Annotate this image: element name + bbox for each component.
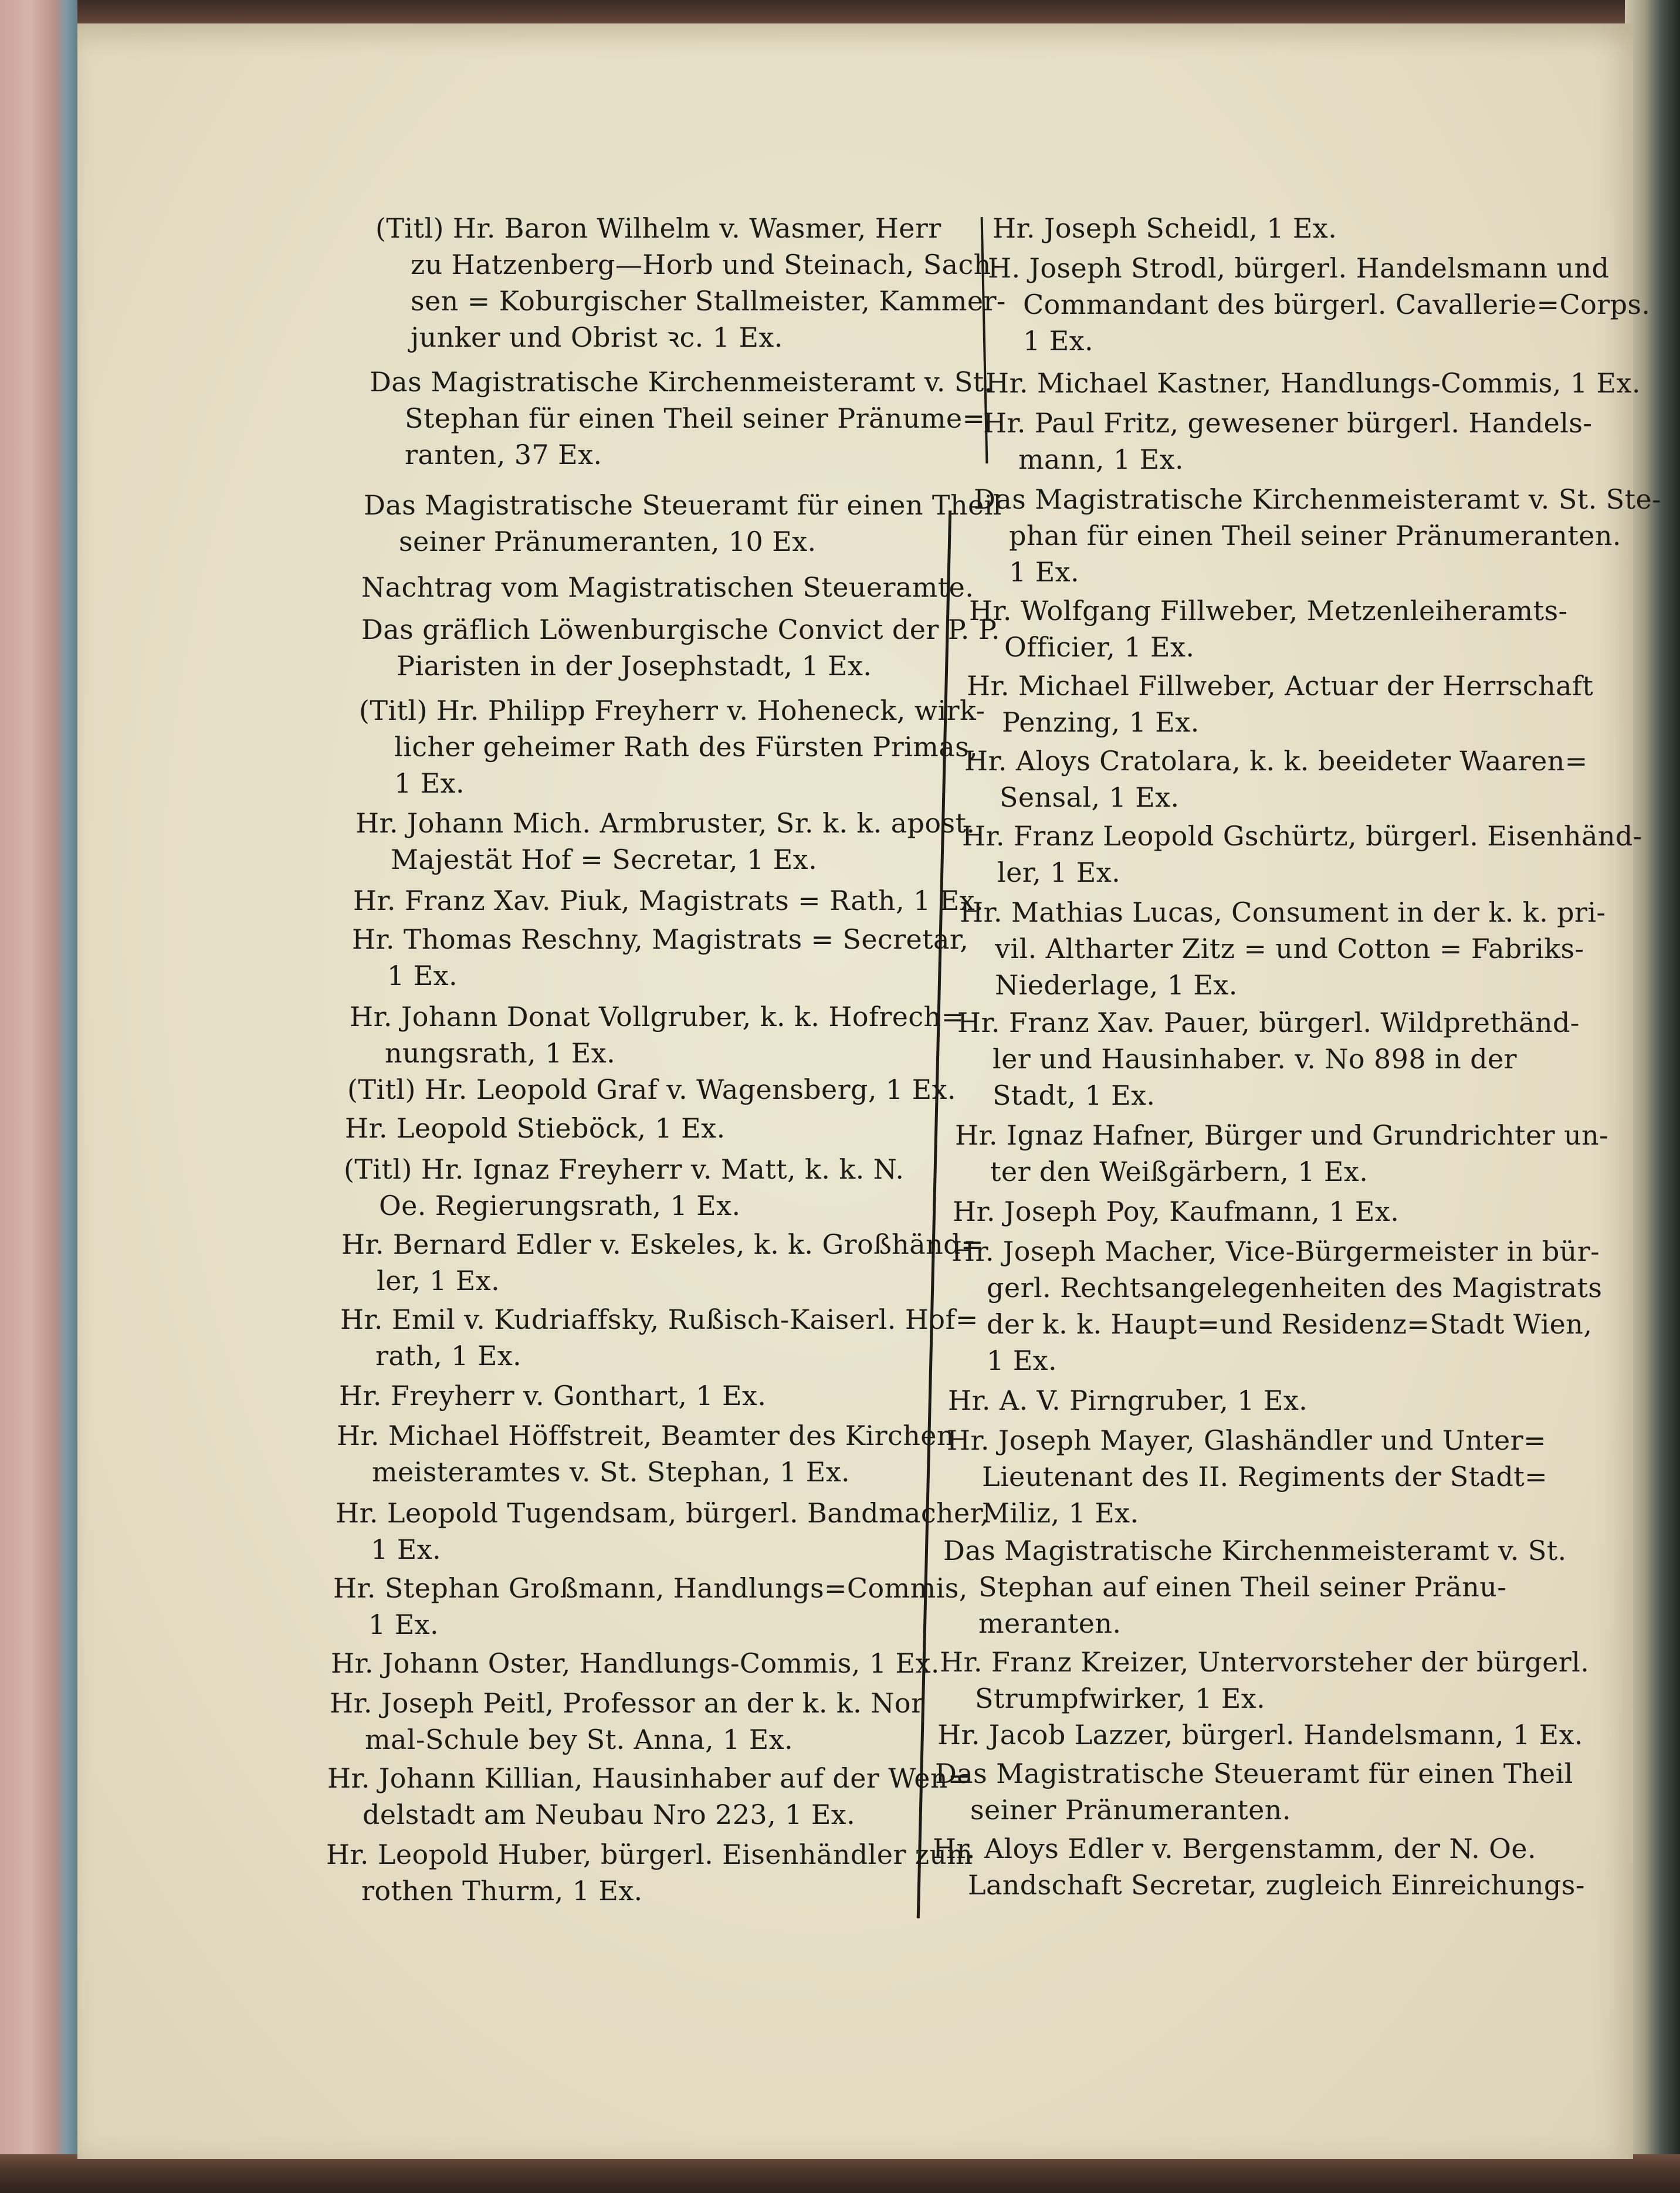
- list-item: [951, 1233, 1602, 1379]
- entry-line: Stadt, 1 Ex.: [993, 1079, 1156, 1111]
- entry-line: Hr. Johann Killian, Hausinhaber auf der Wen=: [327, 1762, 971, 1794]
- entry-line: 1 Ex.: [1009, 556, 1080, 588]
- entry-line: Miliz, 1 Ex.: [982, 1497, 1139, 1529]
- entry-line: Hr. Leopold Stieböck, 1 Ex.: [345, 1112, 726, 1144]
- entry-line: Das Magistratische Steueramt für einen Theil: [364, 489, 1002, 521]
- list-item: [333, 1570, 968, 1643]
- list-item: [326, 1836, 973, 1909]
- entry-line: Hr. Paul Fritz, gewesener bürgerl. Handels-: [983, 407, 1593, 439]
- entry-line: Das gräflich Löwenburgische Convict der P. P.: [361, 614, 1000, 645]
- entry-line: Majestät Hof = Secretar, 1 Ex.: [391, 844, 818, 875]
- book-bottom-edge: [0, 2154, 1680, 2193]
- entry-line: Hr. Joseph Mayer, Glashändler und Unter=: [947, 1424, 1546, 1456]
- entry-line: Hr. Emil v. Kudriaffsky, Rußisch-Kaiserl. Hof=: [340, 1304, 978, 1335]
- list-item: [957, 1004, 1580, 1114]
- entry-line: Officier, 1 Ex.: [1004, 631, 1195, 663]
- list-item: [974, 481, 1661, 590]
- entry-line: Das Magistratische Kirchenmeisteramt v. St.: [370, 366, 993, 398]
- entry-line: meisteramtes v. St. Stephan, 1 Ex.: [372, 1456, 851, 1488]
- entry-line: (Titl) Hr. Philipp Freyherr v. Hoheneck, wirk-: [359, 695, 985, 726]
- book-left-edge: [0, 0, 77, 2193]
- entry-line: Hr. Aloys Cratolara, k. k. beeideter Waaren=: [964, 745, 1588, 777]
- entry-line: 1 Ex.: [368, 1609, 439, 1640]
- entry-line: Stephan auf einen Theil seiner Pränu-: [978, 1571, 1507, 1603]
- entry-line: Penzing, 1 Ex.: [1002, 706, 1200, 738]
- entry-line: der k. k. Haupt=und Residenz=Stadt Wien,: [987, 1308, 1593, 1340]
- entry-line: ler, 1 Ex.: [997, 857, 1121, 888]
- list-item: [370, 364, 993, 473]
- entry-line: 1 Ex.: [371, 1534, 442, 1565]
- entry-line: (Titl) Hr. Leopold Graf v. Wagensberg, 1 Ex.: [347, 1074, 956, 1105]
- list-item: [331, 1645, 940, 1681]
- list-item: [339, 1378, 766, 1414]
- list-item: [935, 1755, 1573, 1828]
- list-item: [347, 1071, 956, 1108]
- entry-line: Oe. Regierungsrath, 1 Ex.: [379, 1190, 741, 1221]
- list-item: [993, 210, 1337, 246]
- entry-line: seiner Pränumeranten.: [970, 1794, 1291, 1826]
- entry-line: Nachtrag vom Magistratischen Steueramte.: [361, 571, 974, 603]
- entry-line: meranten.: [978, 1607, 1122, 1639]
- entry-line: H. Joseph Strodl, bürgerl. Handelsmann und: [988, 252, 1610, 284]
- list-item: [940, 1644, 1589, 1717]
- entry-line: ler und Hausinhaber. v. No 898 in der: [993, 1043, 1518, 1075]
- list-item: [947, 1422, 1547, 1531]
- entry-line: junker und Obrist ꝛc. 1 Ex.: [411, 321, 783, 353]
- entry-line: Das Magistratische Steueramt für einen Theil: [935, 1758, 1573, 1789]
- entry-line: Commandant des bürgerl. Cavallerie=Corps.: [1023, 289, 1651, 320]
- entry-line: sen = Koburgischer Stallmeister, Kammer-: [411, 285, 1006, 317]
- entry-line: vil. Altharter Zitz = und Cotton = Fabriks-: [995, 933, 1584, 964]
- entry-line: Hr. A. V. Pirngruber, 1 Ex.: [948, 1385, 1308, 1416]
- entry-line: Hr. Michael Höffstreit, Beamter des Kirchen: [337, 1420, 954, 1451]
- entry-line: Hr. Jacob Lazzer, bürgerl. Handelsmann, 1 Ex.: [937, 1719, 1583, 1751]
- entry-line: Landschaft Secretar, zugleich Einreichungs-: [968, 1869, 1585, 1901]
- entry-line: Sensal, 1 Ex.: [1000, 781, 1180, 813]
- entry-line: Hr. Franz Xav. Piuk, Magistrats = Rath, 1 Ex.: [353, 885, 984, 916]
- list-item: [967, 668, 1593, 740]
- entry-line: ler, 1 Ex.: [377, 1265, 500, 1297]
- list-item: [353, 882, 984, 919]
- entry-line: Hr. Stephan Großmann, Handlungs=Commis,: [333, 1572, 968, 1604]
- entry-line: Hr. Freyherr v. Gonthart, 1 Ex.: [339, 1380, 767, 1412]
- list-item: [337, 1417, 954, 1490]
- list-item: [345, 1110, 725, 1146]
- list-item: [969, 593, 1567, 665]
- list-item: [359, 692, 985, 801]
- entry-line: Hr. Thomas Reschny, Magistrats = Secretar,: [352, 923, 969, 955]
- entry-line: seiner Pränumeranten, 10 Ex.: [399, 526, 817, 557]
- book-page: [77, 23, 1662, 2159]
- list-item: [344, 1151, 904, 1224]
- list-item: [355, 805, 975, 878]
- entry-line: Hr. Joseph Peitl, Professor an der k. k. Nor: [330, 1687, 924, 1719]
- entry-line: Piaristen in der Josephstadt, 1 Ex.: [397, 650, 872, 682]
- entry-line: Hr. Joseph Scheidl, 1 Ex.: [993, 212, 1337, 244]
- entry-line: Hr. Johann Mich. Armbruster, Sr. k. k. apost.: [355, 807, 976, 839]
- entry-line: licher geheimer Rath des Fürsten Primas,: [394, 731, 978, 763]
- entry-line: ter den Weißgärbern, 1 Ex.: [990, 1156, 1369, 1187]
- entry-line: Hr. Ignaz Hafner, Bürger und Grundrichter un-: [955, 1119, 1609, 1151]
- list-item: [350, 999, 964, 1071]
- entry-line: 1 Ex.: [387, 960, 458, 991]
- list-item: [948, 1382, 1308, 1419]
- entry-line: Das Magistratische Kirchenmeisteramt v. St.: [943, 1535, 1567, 1566]
- entry-line: Hr. Joseph Poy, Kaufmann, 1 Ex.: [953, 1196, 1400, 1227]
- list-item: [985, 365, 1641, 401]
- entry-line: mann, 1 Ex.: [1018, 444, 1184, 475]
- list-item: [983, 405, 1592, 478]
- list-item: [953, 1193, 1399, 1230]
- list-item: [988, 250, 1650, 359]
- list-item: [327, 1760, 971, 1833]
- entry-line: Hr. Johann Oster, Handlungs-Commis, 1 Ex.: [331, 1647, 940, 1679]
- entry-line: (Titl) Hr. Baron Wilhelm v. Wasmer, Herr: [375, 212, 941, 244]
- entry-line: rath, 1 Ex.: [375, 1340, 522, 1372]
- entry-line: Hr. Michael Fillweber, Actuar der Herrschaft: [967, 670, 1594, 702]
- entry-line: Strumpfwirker, 1 Ex.: [975, 1683, 1266, 1714]
- entry-line: 1 Ex.: [987, 1345, 1058, 1376]
- entry-line: 1 Ex.: [1023, 325, 1094, 357]
- entry-line: 1 Ex.: [394, 767, 465, 799]
- list-item: [955, 1117, 1608, 1190]
- entry-line: Hr. Michael Kastner, Handlungs-Commis, 1 Ex.: [985, 367, 1641, 399]
- list-item: [937, 1717, 1583, 1753]
- entry-line: phan für einen Theil seiner Pränumeranten.: [1009, 520, 1621, 551]
- list-item: [340, 1301, 978, 1374]
- entry-line: Lieutenant des II. Regiments der Stadt=: [982, 1461, 1548, 1493]
- list-item: [375, 210, 1006, 356]
- list-item: [330, 1685, 924, 1758]
- entry-line: zu Hatzenberg—Horb und Steinach, Sach-: [411, 249, 1001, 280]
- entry-line: ranten, 37 Ex.: [405, 439, 602, 471]
- entry-line: Hr. Bernard Edler v. Eskeles, k. k. Großhänd=: [341, 1229, 984, 1260]
- entry-line: gerl. Rechtsangelegenheiten des Magistrats: [987, 1272, 1603, 1304]
- entry-line: (Titl) Hr. Ignaz Freyherr v. Matt, k. k. N.: [344, 1153, 905, 1185]
- entry-line: delstadt am Neubau Nro 223, 1 Ex.: [363, 1799, 856, 1830]
- entry-line: Niederlage, 1 Ex.: [995, 969, 1238, 1001]
- list-item: [341, 1226, 984, 1299]
- list-item: [933, 1830, 1585, 1903]
- entry-line: Hr. Johann Donat Vollgruber, k. k. Hofrech=: [350, 1001, 964, 1033]
- entry-line: Hr. Aloys Edler v. Bergenstamm, der N. Oe.: [933, 1833, 1536, 1864]
- list-item: [361, 569, 974, 605]
- entry-line: rothen Thurm, 1 Ex.: [361, 1875, 643, 1907]
- entry-line: mal-Schule bey St. Anna, 1 Ex.: [365, 1724, 794, 1755]
- list-item: [336, 1495, 989, 1568]
- entry-line: Das Magistratische Kirchenmeisteramt v. St. Ste-: [974, 483, 1662, 515]
- entry-line: Hr. Mathias Lucas, Consument in der k. k. pri-: [960, 896, 1606, 928]
- entry-line: nungsrath, 1 Ex.: [385, 1037, 616, 1069]
- entry-line: Hr. Joseph Macher, Vice-Bürgermeister in bür-: [951, 1236, 1600, 1267]
- entry-line: Hr. Franz Kreizer, Untervorsteher der bürgerl.: [940, 1646, 1590, 1678]
- entry-line: Hr. Wolfgang Fillweber, Metzenleiheramts-: [969, 595, 1568, 627]
- list-item: [943, 1532, 1567, 1642]
- list-item: [361, 611, 1000, 684]
- entry-line: Hr. Franz Leopold Gschürtz, bürgerl. Eisenhänd-: [962, 820, 1642, 852]
- list-item: [352, 921, 968, 994]
- list-item: [364, 487, 1002, 560]
- entry-line: Stephan für einen Theil seiner Pränume=: [405, 402, 985, 434]
- list-item: [962, 818, 1642, 891]
- list-item: [960, 894, 1606, 1003]
- list-item: [964, 743, 1588, 815]
- entry-line: Hr. Franz Xav. Pauer, bürgerl. Wildprethänd-: [957, 1007, 1580, 1038]
- entry-line: Hr. Leopold Tugendsam, bürgerl. Bandmacher,: [336, 1497, 990, 1529]
- entry-line: Hr. Leopold Huber, bürgerl. Eisenhändler zum: [326, 1839, 973, 1870]
